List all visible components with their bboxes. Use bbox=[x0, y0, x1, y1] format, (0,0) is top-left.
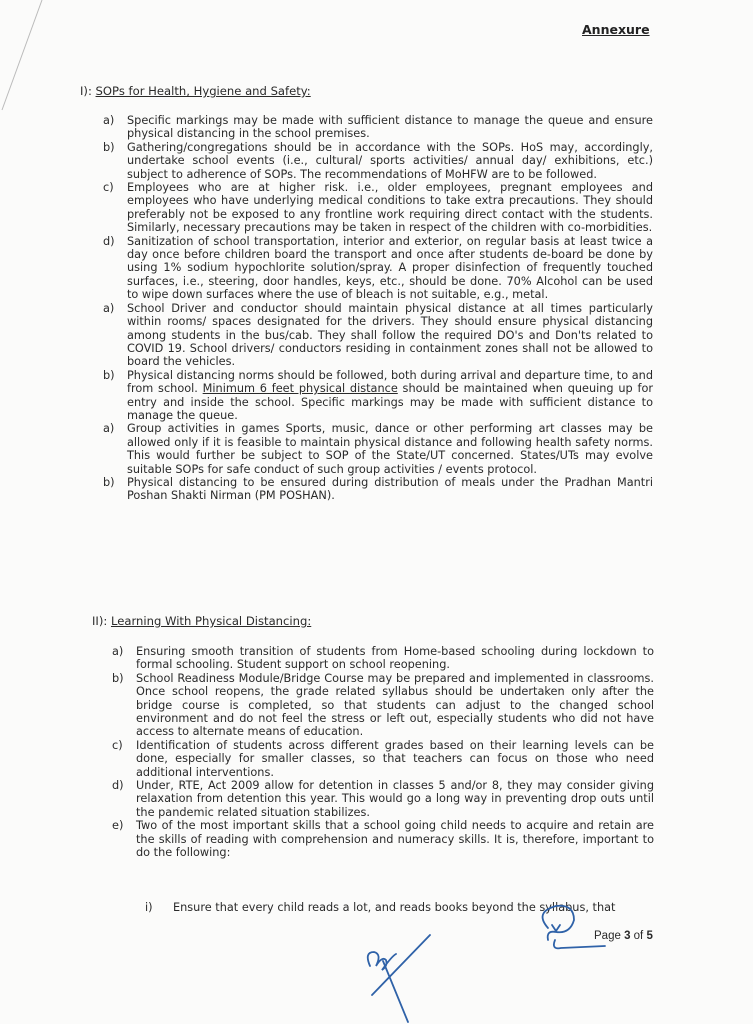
item-label: c) bbox=[103, 181, 114, 195]
item-text: Group activities in games Sports, music, dance or other performing art classes may be allowed only if it is feasible to maintain physical distance and following health safety norms. This would further be subject to SOP of the State/UT concerned. States/UTs may evolve suitable SOPs for safe conduct of such group activities / events protocol. bbox=[127, 422, 653, 476]
item-text: Specific markings may be made with sufficient distance to manage the queue and ensure physical distancing in the school premises. bbox=[127, 114, 653, 141]
underlined-min-distance: Minimum 6 feet physical distance bbox=[202, 382, 398, 396]
section2-number: II): bbox=[92, 614, 108, 628]
item-label: a) bbox=[112, 645, 124, 658]
annexure-heading: Annexure bbox=[582, 22, 650, 37]
item-label: a) bbox=[103, 301, 115, 315]
sub-item-text: Ensure that every child reads a lot, and reads books beyond the syllabus, that bbox=[173, 901, 616, 914]
sub-item-label: i) bbox=[145, 901, 153, 914]
page-total: 5 bbox=[646, 930, 653, 942]
page-prefix: Page bbox=[594, 930, 625, 942]
item-text: School Readiness Module/Bridge Course may be prepared and implemented in classrooms. Once school reopens, the grade related syllabus should be undertaken only after the bridge course is completed, so that students can adjust to the changed school environment and do not feel the stress or left out, especially students who did not have access to alternate means of education. bbox=[136, 671, 654, 739]
section2-title: Learning With Physical Distancing: bbox=[110, 614, 312, 628]
item-text: Gathering/congregations should be in accordance with the SOPs. HoS may, accordingly, undertake school events (i.e., cultural/ sports activities/ annual day/ exhibitions, etc.) subject to adherence of SOPs. The recommendations of MoHFW are to be followed. bbox=[127, 140, 653, 181]
item-text-before: Physical distancing norms should be followed, both during arrival and departure time, to and from school. bbox=[127, 368, 653, 396]
item-text: School Driver and conductor should maintain physical distance at all times particularly within rooms/ spaces designated for the drivers. They should ensure physical distancing among students in the bus/cab. They shall follow the required DO's and Don'ts related to COVID 19. School drivers/ conductors residing in containment zones shall not be allowed to board the vehicles. bbox=[127, 301, 653, 369]
item-label: a) bbox=[103, 114, 115, 127]
item-label: b) bbox=[112, 671, 124, 685]
item-label: d) bbox=[103, 234, 115, 248]
section1-title: SOPs for Health, Hygiene and Safety: bbox=[95, 84, 311, 98]
item-label: c) bbox=[112, 738, 123, 752]
item-text-after: should be maintained when queuing up for entry and inside the school. Specific markings may be made with sufficient distance to manage the queue. bbox=[127, 382, 654, 422]
item-label: b) bbox=[103, 475, 115, 489]
item-text: Sanitization of school transportation, interior and exterior, on regular basis at least twice a day once before children board the transport and once after students de-board be done by using 1% sodium hypochlorite solution/spray. A proper disinfection of frequently touched surfaces, i.e., steering, door handles, keys, etc., should be done. 70% Alcohol can be used to wipe down surfaces where the use of bleach is not suitable, e.g., metal. bbox=[127, 234, 653, 302]
item-text: Identification of students across different grades based on their learning levels can be done, especially for smaller classes, so that teachers can focus on those who need additional interventions. bbox=[136, 738, 654, 779]
item-text: Ensuring smooth transition of students from Home-based schooling during lockdown to formal schooling. Student support on school reopening. bbox=[136, 645, 654, 672]
signature-stroke bbox=[372, 935, 430, 995]
item-text: Two of the most important skills that a school going child needs to acquire and retain are the skills of reading with comprehension and numeracy skills. It is, therefore, important to do the following: bbox=[136, 819, 654, 860]
item-label: a) bbox=[103, 422, 115, 436]
section1-number: I): bbox=[80, 84, 92, 98]
item-text: Physical distancing to be ensured during distribution of meals under the Pradhan Mantri Poshan Shakti Nirman (PM POSHAN). bbox=[127, 475, 653, 503]
item-text: Under, RTE, Act 2009 allow for detention in classes 5 and/or 8, they may consider giving relaxation from detention this year. This would go a long way in preventing drop outs until the pandemic related situation stabilizes. bbox=[136, 779, 654, 819]
item-label: d) bbox=[112, 779, 124, 793]
page-current: 3 bbox=[624, 930, 631, 942]
signature-scribble-icon bbox=[368, 952, 396, 970]
item-text: Employees who are at higher risk. i.e., older employees, pregnant employees and employees who have underlying medical conditions to take extra precautions. They should preferably not be exposed to any frontline work requiring direct contact with the students. Similarly, necessary precautions may be taken in respect of the children with co-morbidities. bbox=[127, 181, 653, 235]
item-label: b) bbox=[103, 140, 115, 154]
item-label: b) bbox=[103, 368, 115, 382]
page-number bbox=[594, 930, 653, 942]
page-mid: of bbox=[630, 930, 647, 942]
item-label: e) bbox=[112, 819, 124, 833]
